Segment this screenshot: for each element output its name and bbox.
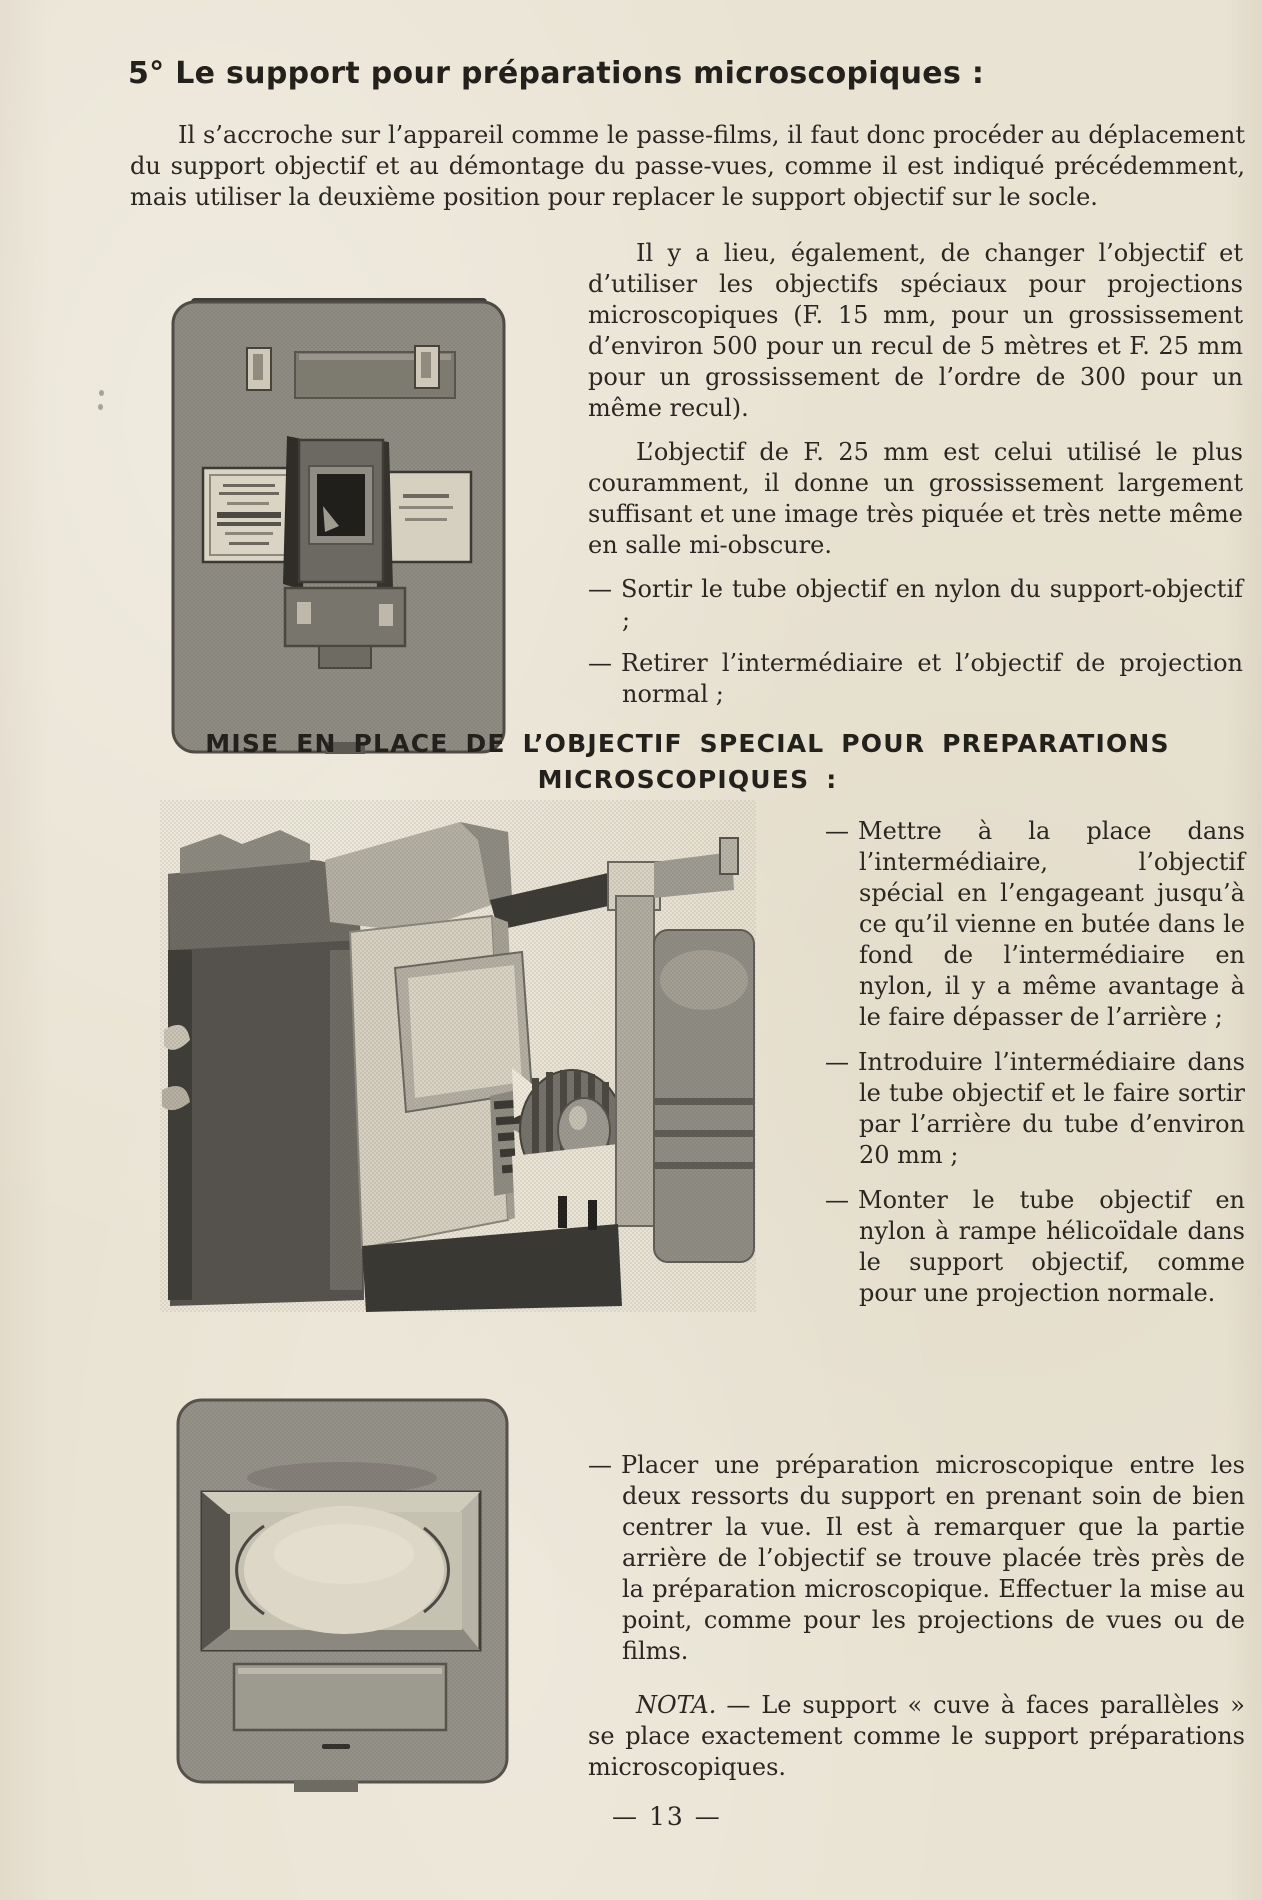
bullet-dash: — bbox=[825, 1048, 849, 1076]
section-heading: 5° Le support pour préparations microscopiques : bbox=[128, 56, 985, 91]
figure-slide-holder-photo bbox=[167, 290, 510, 760]
list-item bbox=[588, 1450, 1245, 1667]
list-item bbox=[825, 1047, 1245, 1171]
subsection-heading bbox=[130, 726, 1245, 798]
paragraph-objectifs-speciaux: Il y a lieu, également, de changer l’objectif et d’utiliser les objectifs spéciaux pour projections microscopiques (F. 15 mm, pour un grossissement d’environ 500 pour un recul de 5 mètres et F. 25 mm pour un grossissement de l’ordre de 300 pour un même recul). bbox=[588, 239, 1243, 422]
bullet-dash: — bbox=[588, 1451, 612, 1479]
scan-speck bbox=[99, 390, 104, 396]
bullet-text: Placer une préparation microscopique entre les deux ressorts du support en prenant soin de bien centrer la vue. Il est à remarquer que la partie arrière de l’objectif se trouve placée très près de la préparation microscopique. Effectuer la mise au point, comme pour les projections de vues ou de films. bbox=[621, 1451, 1245, 1665]
paragraph-objectif-25: L’objectif de F. 25 mm est celui utilisé le plus couramment, il donne un grossissement largement suffisant et une image très piquée et très nette même en salle mi-obscure. bbox=[588, 438, 1243, 559]
subsection-heading-line1: MISE EN PLACE DE L’OBJECTIF SPECIAL POUR PREPARATIONS bbox=[205, 729, 1170, 758]
figure-projector-closeup-photo bbox=[160, 800, 756, 1312]
page-number: — 13 — bbox=[612, 1802, 722, 1831]
bullet-dash: — bbox=[825, 817, 849, 845]
scan-speck bbox=[98, 404, 103, 410]
intro-paragraph: Il s’accroche sur l’appareil comme le passe-films, il faut donc procéder au déplacement du support objectif et au démontage du passe-vues, comme il est indiqué précédemment, mais utiliser la deuxième position pour replacer le support objectif sur le socle. bbox=[130, 121, 1245, 211]
bullet-dash: — bbox=[588, 575, 612, 603]
bullet-text: Retirer l’intermédiaire et l’objectif de projection normal ; bbox=[621, 649, 1243, 708]
column-objectifs bbox=[588, 238, 1243, 722]
bullet-dash: — bbox=[588, 649, 612, 677]
cuve-support-illustration bbox=[172, 1392, 513, 1794]
slide-holder-illustration bbox=[167, 290, 510, 760]
nota-paragraph bbox=[588, 1690, 1245, 1783]
subsection-heading-line2: MICROSCOPIQUES : bbox=[537, 765, 838, 794]
nota-label: NOTA. bbox=[636, 1691, 717, 1719]
column-mise-en-place bbox=[825, 816, 1245, 1321]
bullet-text: Sortir le tube objectif en nylon du support-objectif ; bbox=[621, 575, 1243, 634]
list-item bbox=[588, 648, 1243, 710]
nota-text: — Le support « cuve à faces parallèles » se place exactement comme le support préparations microscopiques. bbox=[588, 1691, 1245, 1781]
list-item bbox=[588, 574, 1243, 636]
column-placement bbox=[588, 1450, 1245, 1679]
list-item bbox=[825, 816, 1245, 1033]
bullet-text: Monter le tube objectif en nylon à rampe hélicoïdale dans le support objectif, comme pour une projection normale. bbox=[858, 1186, 1245, 1307]
bullet-dash: — bbox=[825, 1186, 849, 1214]
bullet-text: Mettre à la place dans l’intermédiaire, l’objectif spécial en l’engageant jusqu’à ce qu’il vienne en butée dans le fond de l’intermédiaire en nylon, il y a même avantage à le faire dépasser de l’arrière ; bbox=[858, 817, 1245, 1031]
projector-closeup-illustration bbox=[160, 800, 756, 1312]
list-item bbox=[825, 1185, 1245, 1309]
bullet-text: Introduire l’intermédiaire dans le tube objectif et le faire sortir par l’arrière du tube d’environ 20 mm ; bbox=[858, 1048, 1245, 1169]
figure-cuve-support-photo bbox=[172, 1392, 513, 1794]
